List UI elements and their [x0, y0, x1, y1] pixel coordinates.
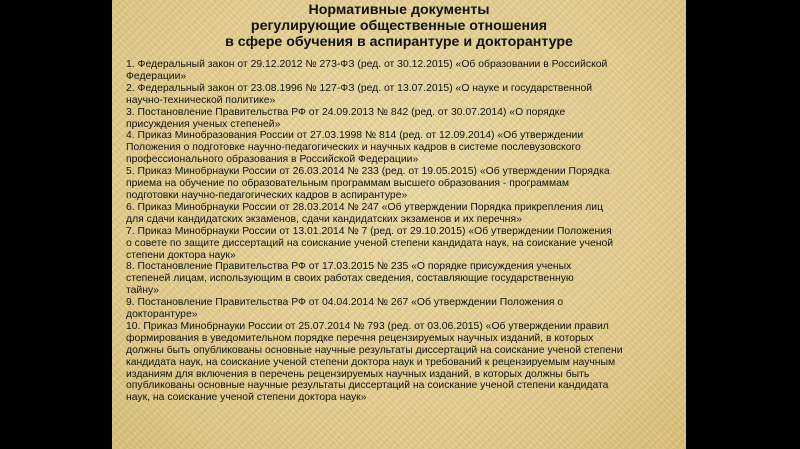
- list-item: [126, 297, 686, 321]
- list-item-line: приема на обучение по образовательным программам высшего образования - программам: [126, 178, 570, 190]
- list-item-line: наук, на соискание ученой степени доктора наук»: [126, 392, 367, 404]
- list-item: [126, 202, 686, 226]
- list-item: [126, 83, 686, 107]
- list-item-line: 9. Постановление Правительства РФ от 04.04.2014 № 267 «Об утверждении Положения о: [126, 297, 564, 309]
- list-item-line: 6. Приказ Минобрнауки России от 28.03.2014 № 247 «Об утверждении Порядка прикрепления лиц: [126, 201, 604, 213]
- list-item-line: докторантуре»: [126, 309, 198, 321]
- list-item-line: 3. Постановление Правительства РФ от 24.09.2013 № 842 (ред. от 30.07.2014) «О порядке: [126, 106, 566, 118]
- list-item-line: присуждения ученых степеней»: [126, 118, 281, 130]
- list-item-line: научно-технической политике»: [126, 94, 276, 106]
- slide: [112, 0, 686, 449]
- list-item-line: о совете по защите диссертаций на соискание ученой степени кандидата наук, на соискание ученой: [126, 237, 614, 249]
- list-item-line: тайну»: [126, 285, 160, 297]
- list-item-line: изданиям для включения в перечень рецензируемых научных изданий, в которых должны быть: [126, 368, 590, 380]
- list-item: [126, 261, 686, 297]
- list-item-line: степени доктора наук»: [126, 249, 236, 261]
- list-item: [126, 107, 686, 131]
- title-line: в сфере обучения в аспирантуре и докторантуре: [225, 34, 573, 50]
- list-item-line: степеней лицам, использующим в своих работах сведения, составляющие государственную: [126, 273, 574, 285]
- document-list: [126, 59, 686, 404]
- slide-title: [112, 2, 686, 50]
- list-item-line: 8. Постановление Правительства РФ от 17.03.2015 № 235 «О порядке присуждения ученых: [126, 261, 572, 273]
- list-item-line: 4. Приказ Минобразования России от 27.03.1998 № 814 (ред. от 12.09.2014) «Об утверждении: [126, 130, 584, 142]
- list-item-line: кандидата наук, на соискание ученой степени доктора наук и требований к рецензируемым научным: [126, 356, 616, 368]
- list-item-line: должны быть опубликованы основные научные результаты диссертаций на соискание ученой степени: [126, 344, 623, 356]
- list-item-line: подготовки научно-педагогических кадров в аспирантуре»: [126, 189, 408, 201]
- list-item: [126, 226, 686, 262]
- list-item-line: 5. Приказ Минобрнауки России от 26.03.2014 № 233 (ред. от 19.05.2015) «Об утверждении Порядка: [126, 166, 610, 178]
- list-item-line: профессионального образования в Российской Федерации»: [126, 154, 419, 166]
- list-item-line: 2. Федеральный закон от 23.08.1996 № 127-ФЗ (ред. от 13.07.2015) «О науке и государственной: [126, 82, 593, 94]
- list-item-line: Федерации»: [126, 70, 187, 82]
- list-item: [126, 130, 686, 166]
- list-item-line: опубликованы основные научные результаты диссертаций на соискание ученой степени кандидата: [126, 380, 609, 392]
- list-item-line: для сдачи кандидатских экзаменов, сдачи кандидатских экзаменов и их перечня»: [126, 213, 522, 225]
- list-item-line: 1. Федеральный закон от 29.12.2012 № 273-ФЗ (ред. от 30.12.2015) «Об образовании в Российской: [126, 59, 608, 70]
- list-item-line: 10. Приказ Минобрнауки России от 25.07.2014 № 793 (ред. от 03.06.2015) «Об утверждении правил: [126, 320, 609, 332]
- list-item-line: Положения о подготовке научно-педагогических и научных кадров в системе послевузовского: [126, 142, 581, 154]
- title-line: регулирующие общественные отношения: [250, 18, 548, 34]
- list-item: [126, 59, 686, 83]
- title-line: Нормативные документы: [308, 2, 490, 18]
- list-item: [126, 166, 686, 202]
- list-item-line: 7. Приказ Минобрнауки России от 13.01.2014 № 7 (ред. от 29.10.2015) «Об утверждении Положения: [126, 225, 612, 237]
- list-item: [126, 321, 686, 404]
- list-item-line: формирования в уведомительном порядке перечня рецензируемых научных изданий, в которых: [126, 332, 594, 344]
